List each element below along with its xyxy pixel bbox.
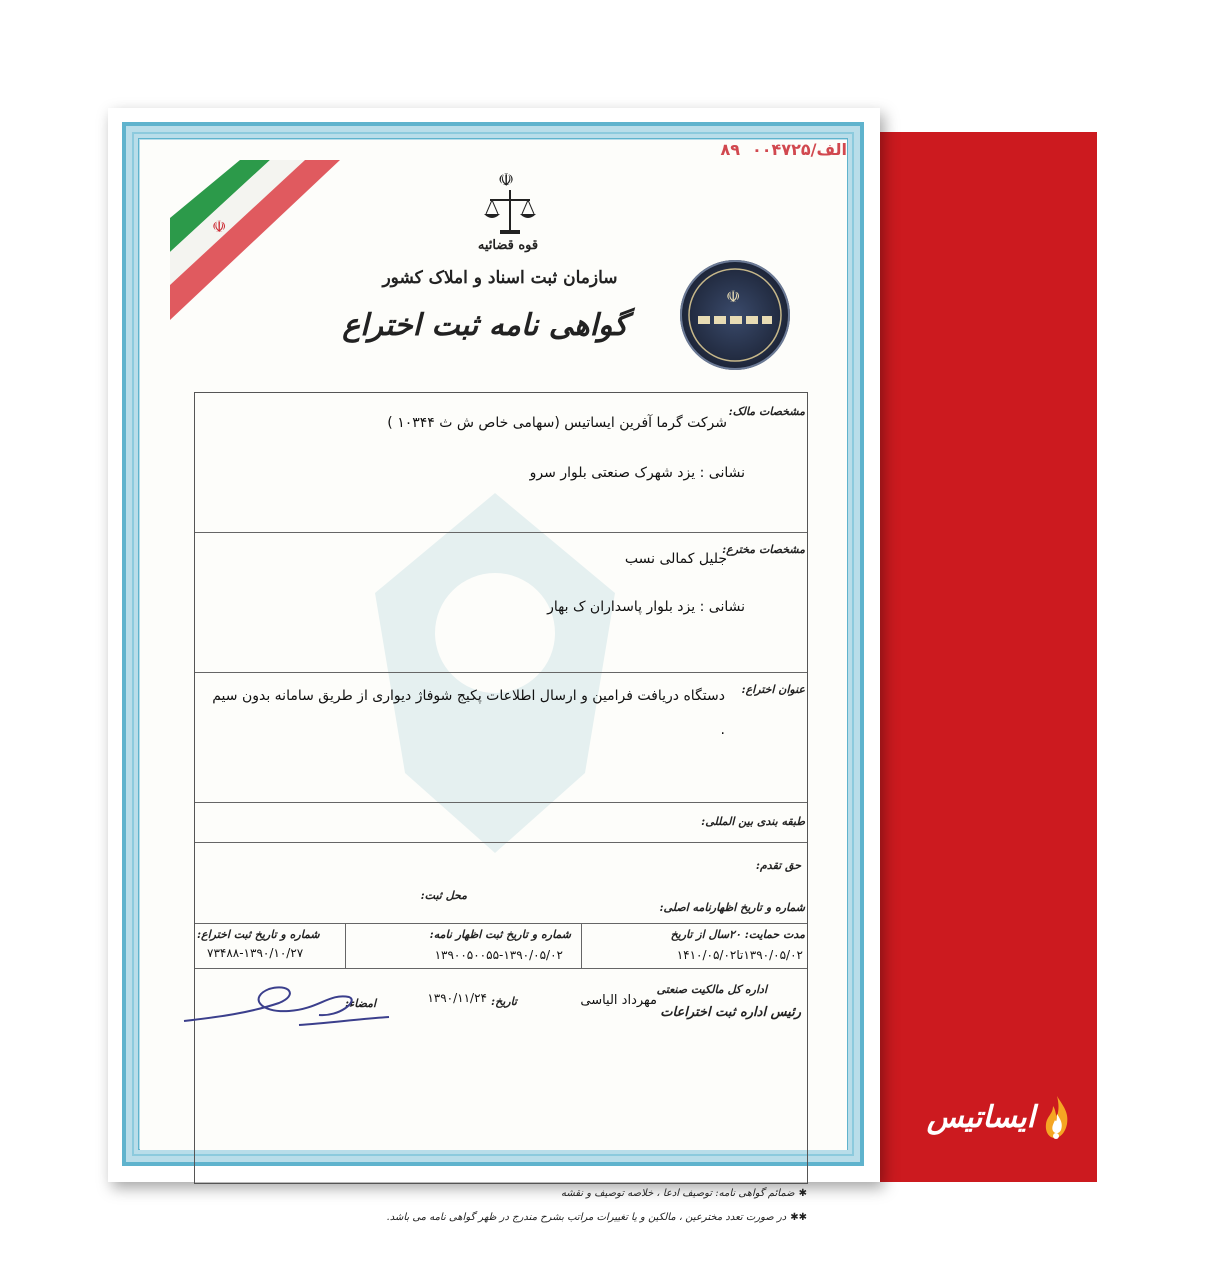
certificate-body	[140, 140, 847, 1223]
position-label: رئیس اداره ثبت اختراعات	[660, 1005, 801, 1020]
protection-label: مدت حمایت: ۲۰سال از تاریخ	[670, 928, 805, 941]
declaration-label: شماره و تاریخ ثبت اظهار نامه:	[429, 928, 571, 941]
invention-row	[195, 673, 807, 803]
priority-row	[195, 843, 807, 923]
organization-name: سازمان ثبت اسناد و املاک کشور	[382, 268, 618, 288]
official-hologram-seal	[680, 260, 790, 370]
registration-value: ۷۳۴۸۸-۱۳۹۰/۱۰/۲۷	[207, 946, 304, 960]
note-attachments: ✱ضمائم گواهی نامه: توصیف ادعا ، خلاصه توصیف و نقشه	[560, 1188, 807, 1199]
seal-scales-icon	[680, 260, 790, 370]
certificate-form	[194, 392, 808, 1184]
invention-title: دستگاه دریافت فرامین و ارسال اطلاعات پکیج شوفاژ دیواری از طریق سامانه بدون سیم .	[212, 688, 725, 738]
star-icon: ✱	[798, 1188, 807, 1199]
brand-logo	[927, 1094, 1071, 1140]
svg-text:☫: ☫	[498, 170, 515, 191]
inventor-name: جلیل کمالی نسب	[624, 551, 727, 567]
signature-row	[195, 969, 807, 1059]
date-label: تاریخ:	[491, 995, 517, 1008]
sign-label: امضاء:	[345, 997, 377, 1010]
invention-label: عنوان اختراع:	[741, 683, 805, 696]
svg-text:☫: ☫	[726, 287, 741, 306]
serial-digits: ۰۰۴۷۲۵	[752, 140, 811, 159]
original-declaration-label: شماره و تاریخ اظهارنامه اصلی:	[659, 901, 805, 914]
handwritten-signature	[179, 973, 409, 1043]
owner-address: نشانی : یزد شهرک صنعتی بلوار سرو	[529, 465, 745, 481]
signature-date: ۱۳۹۰/۱۱/۲۴	[427, 991, 487, 1005]
judiciary-scales-emblem	[480, 168, 540, 238]
owner-name: شرکت گرما آفرین ایساتیس (سهامی خاص ش ث ۱۰۳۴۴ )	[387, 415, 727, 431]
judiciary-label: قوه قضائیه	[477, 238, 539, 253]
registration-place-label: محل ثبت:	[420, 889, 467, 902]
office-label: اداره کل مالکیت صنعتی	[656, 983, 767, 996]
flame-icon	[1043, 1094, 1071, 1140]
owner-label: مشخصات مالک:	[728, 405, 805, 418]
classification-label: طبقه بندی بین المللی:	[701, 815, 805, 828]
serial-series: الف/۸۹	[720, 140, 847, 159]
priority-label: حق تقدم:	[755, 859, 801, 872]
note-multiple-inventors: ✱✱در صورت تعدد مخترعین ، مالکین و یا تغییرات مراتب بشرح مندرج در ظهر گواهی نامه می باشد.	[386, 1212, 807, 1223]
declaration-value: ۱۳۹۰۰۵۰۰۵۵-۱۳۹۰/۰۵/۰۲	[434, 948, 563, 962]
brand-name: ایساتیس	[926, 1099, 1035, 1135]
svg-text:☫: ☫	[212, 217, 227, 236]
inventor-label: مشخصات مخترع:	[722, 543, 805, 556]
inventor-row	[195, 533, 807, 673]
classification-row	[195, 803, 807, 843]
star-icon: ✱✱	[790, 1212, 807, 1223]
protection-period: ۱۳۹۰/۰۵/۰۲تا۱۴۱۰/۰۵/۰۲	[676, 948, 803, 962]
certificate-title: گواهی نامه ثبت اختراع	[342, 308, 628, 343]
registration-label: شماره و تاریخ ثبت اختراع:	[197, 928, 320, 941]
iran-flag-ribbon	[140, 140, 340, 340]
inventor-address: نشانی : یزد بلوار پاسداران ک بهار	[547, 599, 745, 615]
signer-name: مهرداد الیاسی	[580, 993, 657, 1008]
certificate-paper	[108, 108, 880, 1223]
owner-row	[195, 393, 807, 533]
dates-row	[195, 923, 807, 969]
